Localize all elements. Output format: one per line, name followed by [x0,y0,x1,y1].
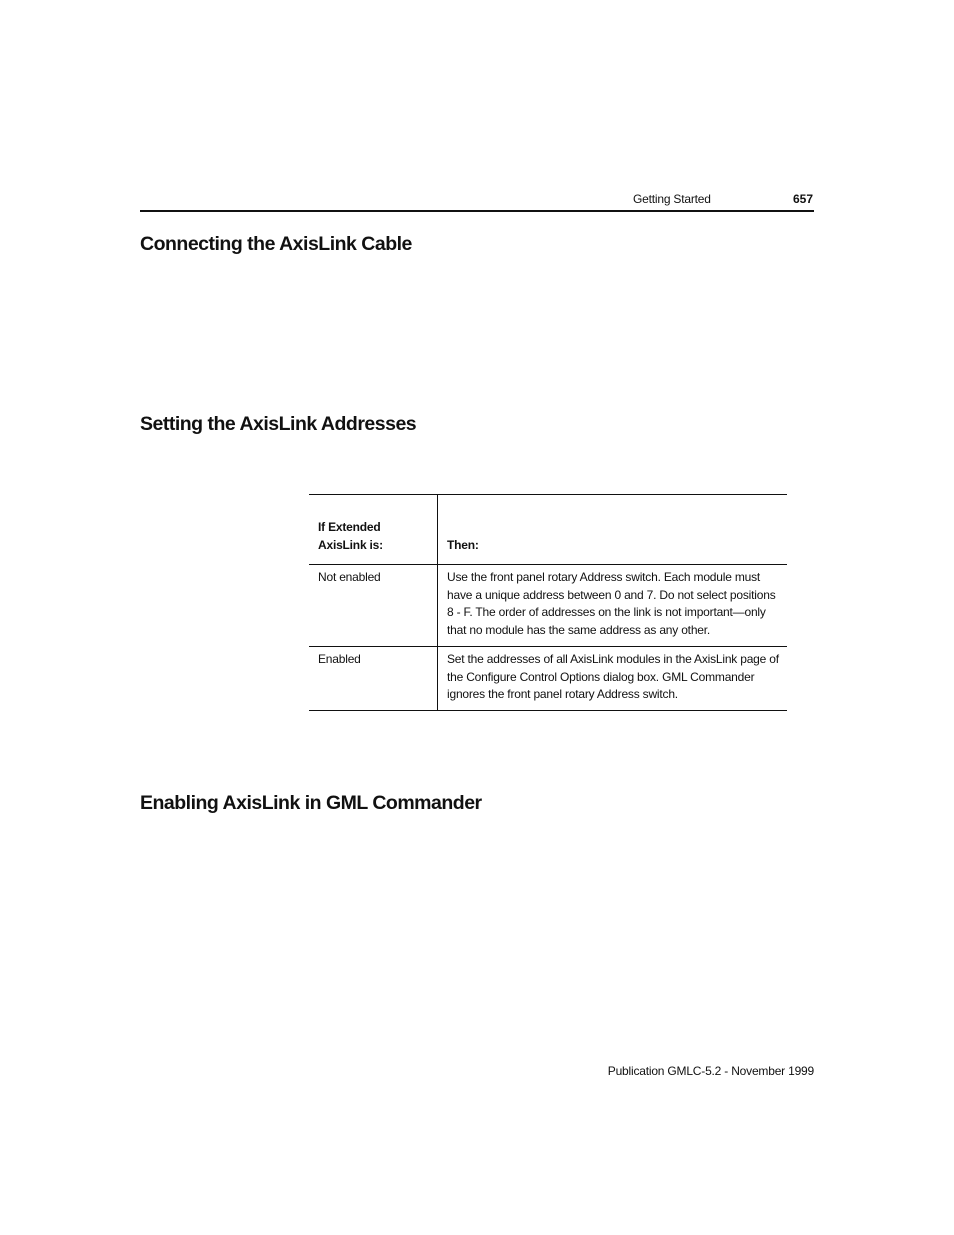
heading-enabling-axislink-gml-commander: Enabling AxisLink in GML Commander [140,792,482,814]
table-header-condition-text: If Extended AxisLink is: [318,520,383,552]
heading-connecting-axislink-cable: Connecting the AxisLink Cable [140,233,412,255]
table-row [309,647,787,711]
table-cell-condition: Not enabled [309,565,438,647]
publication-footer: Publication GMLC-5.2 - November 1999 [607,1064,814,1078]
table-header-action: Then: [447,537,479,552]
heading-setting-axislink-addresses: Setting the AxisLink Addresses [140,413,417,435]
axislink-address-table [309,494,787,711]
page-number: 657 [793,192,814,206]
table-row [309,565,787,647]
table-header-row [309,495,787,565]
table-header-condition [309,495,438,565]
header-rule [140,210,814,212]
table-cell-condition: Enabled [309,647,438,711]
table-cell-action: Use the front panel rotary Address switch. Each module must have a unique address between 0 and 7. Do not select positions 8 - F. The order of addresses on the link is not important—only that no module has the same address as any other. [447,570,776,637]
table-cell-action: Set the addresses of all AxisLink modules in the AxisLink page of the Configure Control Options dialog box. GML Commander ignores the front panel rotary Address switch. [447,652,779,701]
running-header-section: Getting Started [633,192,711,206]
